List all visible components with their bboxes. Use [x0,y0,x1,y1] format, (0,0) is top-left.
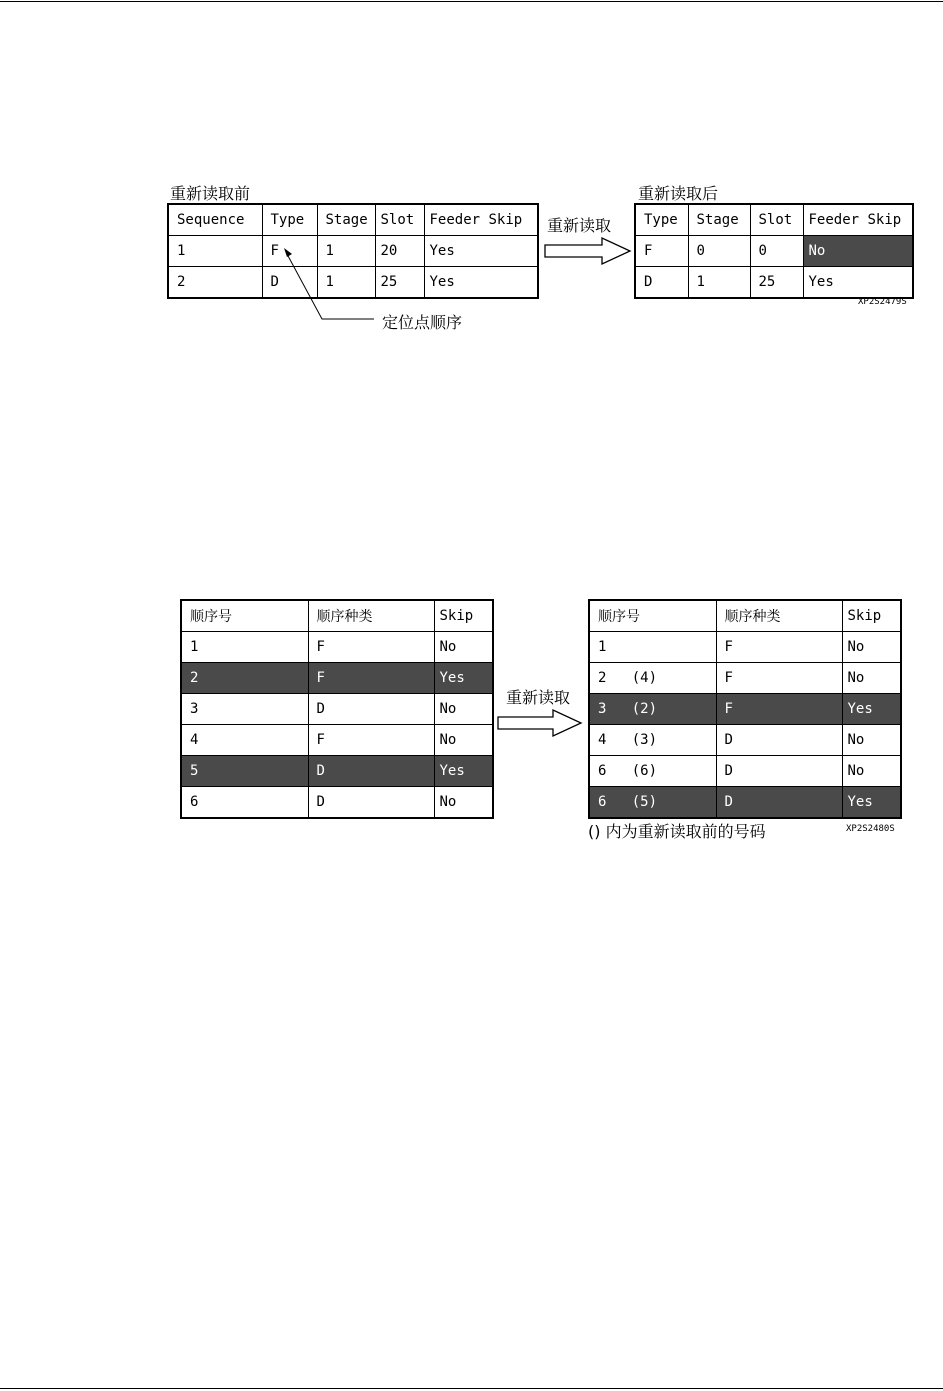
table-cell: No [434,725,493,756]
table-header-row [589,600,901,632]
table-row [181,694,493,725]
callout-arrow-icon [280,245,380,325]
header-cell: Skip [842,600,901,632]
table-cell: 1 [181,632,308,663]
header-cell: Stage [317,204,375,236]
table-cell: F [635,236,688,267]
header-cell: 顺序种类 [308,600,434,632]
table-cell: No [842,756,901,787]
table-cell: 4 [181,725,308,756]
table-cell-highlighted: No [803,236,913,267]
header-cell: Stage [688,204,750,236]
table-cell: No [434,787,493,819]
header-cell: Slot [750,204,803,236]
table-cell: D [262,267,317,299]
before-sequence-table [180,599,494,819]
table-cell: Yes [434,756,493,787]
table-cell: No [434,694,493,725]
table-cell: 6 [181,787,308,819]
table-row-highlighted [181,756,493,787]
table-row [635,236,913,267]
table-cell: Yes [424,267,538,299]
table-header-row [181,600,493,632]
table-row [589,756,901,787]
figure-code-1: XP2S2479S [858,297,907,307]
header-cell: Type [262,204,317,236]
table-header-row [168,204,538,236]
table-cell: 5 [181,756,308,787]
table-cell: D [716,756,842,787]
table-cell: 1 [589,632,716,663]
table-cell: 4 (3) [589,725,716,756]
table-cell: F [716,694,842,725]
table-cell: F [308,632,434,663]
table-cell: 6 (6) [589,756,716,787]
table-row [589,632,901,663]
table-cell: 1 [317,267,375,299]
table-cell: Yes [803,267,913,299]
table-row-highlighted [181,663,493,694]
table-header-row [635,204,913,236]
table-cell: 2 (4) [589,663,716,694]
table-cell: No [434,632,493,663]
table-cell: 6 (5) [589,787,716,819]
table-cell: 3 [181,694,308,725]
table-row [589,725,901,756]
header-cell: 顺序号 [181,600,308,632]
header-cell: Type [635,204,688,236]
table-cell: D [716,787,842,819]
table-cell: F [308,663,434,694]
table-cell: 2 [181,663,308,694]
table-cell: 0 [750,236,803,267]
table-cell: Yes [424,236,538,267]
table-cell: D [308,756,434,787]
table-cell: 25 [375,267,424,299]
table-cell: 1 [317,236,375,267]
positioning-order-annotation: 定位点顺序 [382,313,463,332]
table-cell: F [308,725,434,756]
table-cell: 25 [750,267,803,299]
reread-arrow-label: 重新读取 [547,216,612,235]
bracket-note: () 内为重新读取前的号码 [588,822,766,841]
before-title: 重新读取前 [170,184,251,203]
table-cell: 1 [688,267,750,299]
header-cell: Feeder Skip [424,204,538,236]
header-cell: Slot [375,204,424,236]
header-cell: 顺序种类 [716,600,842,632]
bottom-rule [0,1388,943,1389]
table-cell: 1 [168,236,262,267]
table-cell: 3 (2) [589,694,716,725]
after-sequence-table [588,599,902,819]
header-cell: Sequence [168,204,262,236]
right-arrow-icon [544,236,632,266]
table-cell: 2 [168,267,262,299]
table-cell: D [308,787,434,819]
figure-code-2: XP2S2480S [846,824,895,834]
right-arrow-icon [497,708,583,738]
table-row-highlighted [589,787,901,819]
after-reread-table [634,203,914,299]
table-cell: D [635,267,688,299]
table-row [635,267,913,299]
header-cell: Skip [434,600,493,632]
table-row [181,787,493,819]
table-cell: D [716,725,842,756]
table-cell: Yes [842,787,901,819]
table-cell: D [308,694,434,725]
table-row [589,663,901,694]
table-cell: 20 [375,236,424,267]
after-title: 重新读取后 [638,184,719,203]
header-cell: Feeder Skip [803,204,913,236]
table-cell: No [842,725,901,756]
table-cell: No [842,663,901,694]
table-cell: Yes [434,663,493,694]
top-rule [0,1,943,2]
table-cell: F [716,632,842,663]
table-row [181,632,493,663]
table-cell: F [716,663,842,694]
table-cell: Yes [842,694,901,725]
table-row [181,725,493,756]
table-cell: F [262,236,317,267]
header-cell: 顺序号 [589,600,716,632]
table-cell: 0 [688,236,750,267]
table-row-highlighted [589,694,901,725]
reread-arrow-label-2: 重新读取 [506,688,571,707]
table-cell: No [842,632,901,663]
